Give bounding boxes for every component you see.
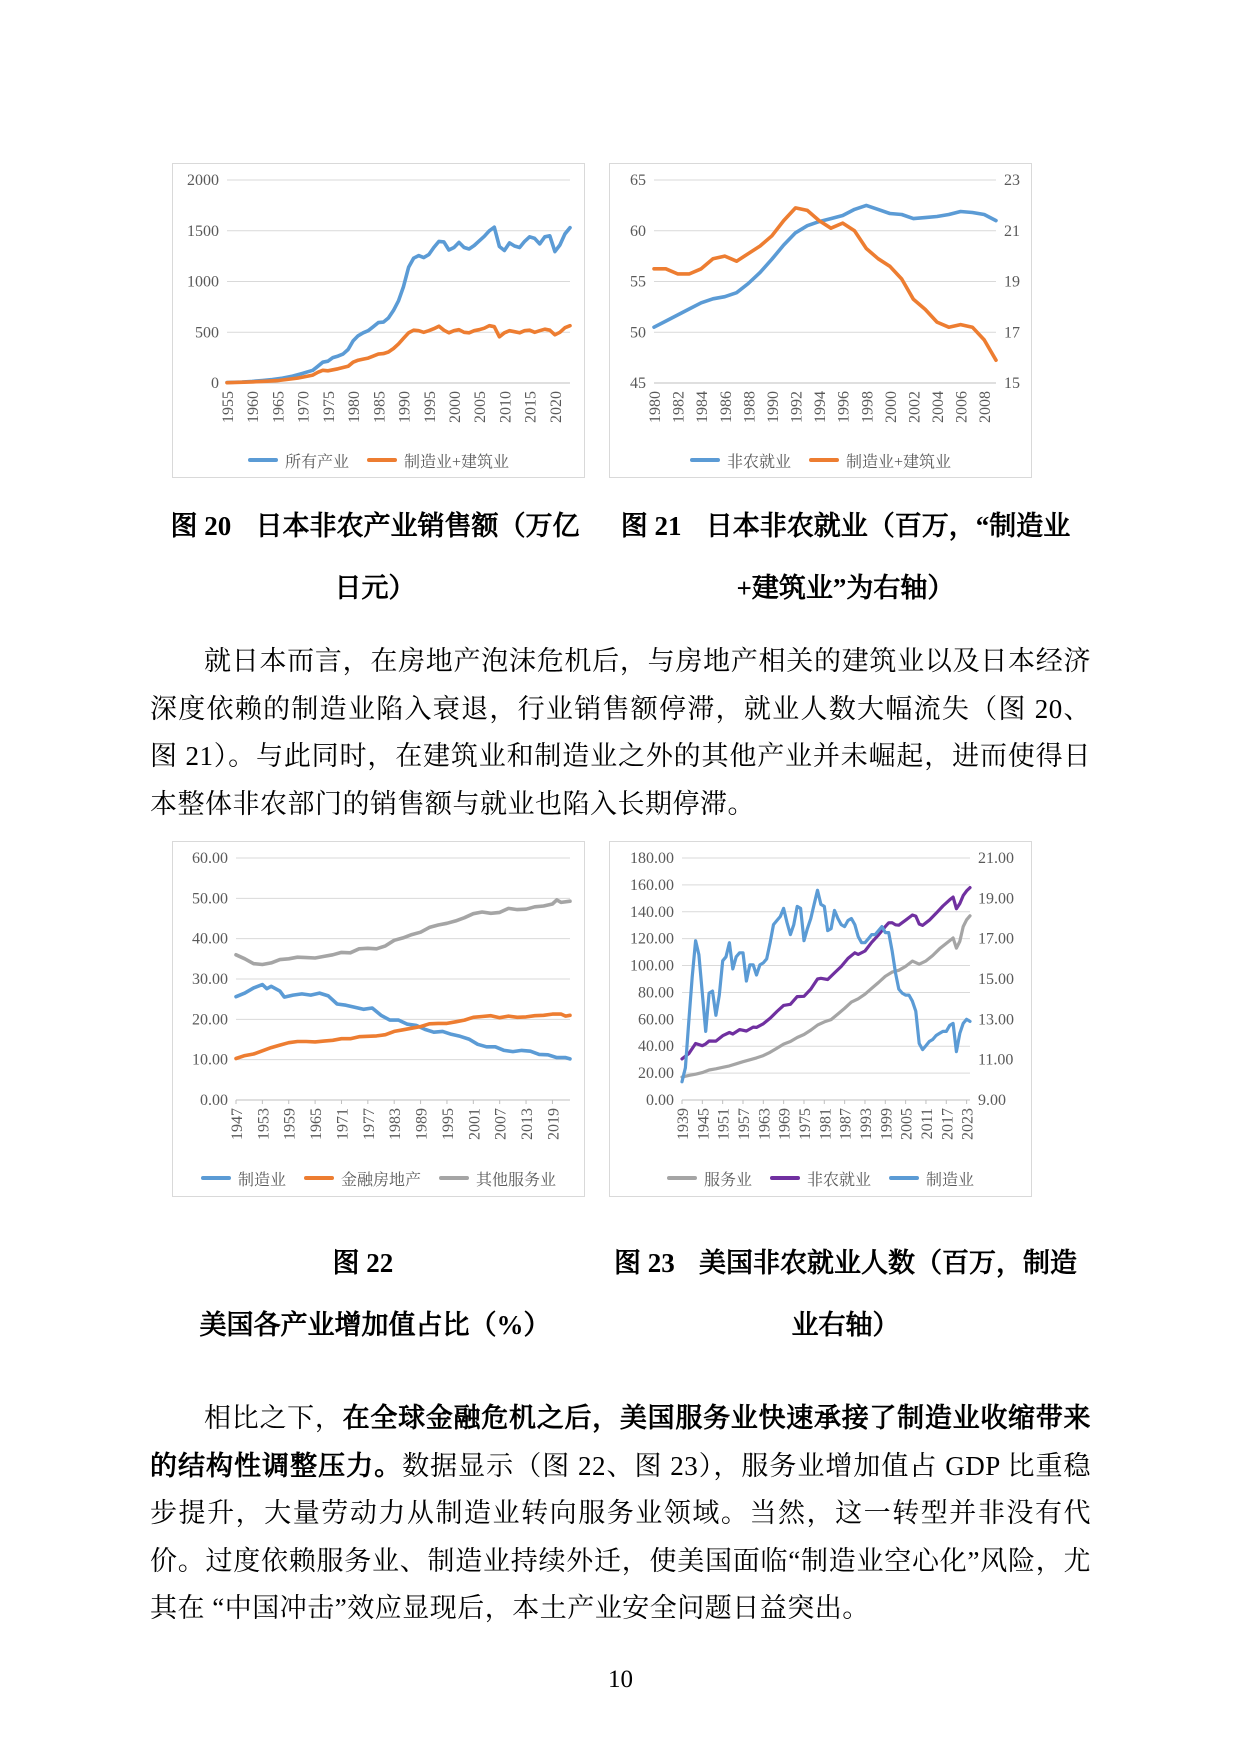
legend-label: 服务业 (703, 1171, 752, 1189)
fig21-caption-label: 图 21 (620, 511, 682, 541)
x-axis-tick-label: 1980 (346, 391, 364, 423)
series-line-blue (227, 227, 570, 382)
legend-label: 非农就业 (806, 1171, 871, 1189)
legend-item (367, 449, 509, 472)
y-axis-tick-label: 0.00 (646, 1092, 674, 1109)
y-axis-tick-label: 60 (630, 222, 646, 240)
y-axis-tick-label: 20.00 (192, 1011, 228, 1029)
fig20-japan-sales-svg (173, 164, 584, 443)
legend-label: 制造业+建筑业 (403, 453, 510, 471)
x-axis-tick-label: 2011 (918, 1108, 936, 1140)
y-axis-tick-label: 50.00 (192, 890, 228, 908)
x-axis-tick-label: 1957 (735, 1108, 753, 1140)
japan-employment-legend (610, 443, 1031, 477)
legend-line-swatch (304, 1176, 334, 1180)
x-axis-tick-label: 1971 (334, 1108, 352, 1140)
x-axis-tick-label: 1990 (396, 391, 414, 423)
x-axis-tick-label: 2006 (953, 391, 971, 423)
x-axis-tick-label: 1939 (675, 1108, 692, 1140)
x-axis-tick-label: 2000 (446, 391, 464, 423)
y-axis-tick-label: 60.00 (192, 850, 228, 867)
x-axis-tick-label: 1985 (371, 391, 389, 423)
y-axis-tick-label: 55 (630, 273, 646, 291)
y-axis-tick-label: 100.00 (630, 957, 674, 975)
paragraph-us (150, 1395, 1091, 1633)
caption-row-bottom (150, 1232, 1091, 1356)
x-axis-tick-label: 1992 (788, 391, 806, 423)
series-line-blue (682, 890, 970, 1082)
x-axis-tick-label: 1953 (255, 1108, 273, 1140)
chart-us-employment (609, 841, 1032, 1197)
right-y-axis-tick-label: 21.00 (978, 850, 1014, 867)
japan-sales-plot (173, 164, 584, 443)
y-axis-tick-label: 0.00 (200, 1092, 228, 1109)
x-axis-tick-label: 1982 (670, 391, 688, 423)
y-axis-tick-label: 30.00 (192, 971, 228, 988)
legend-label: 所有产业 (284, 453, 349, 471)
right-y-axis-tick-label: 13.00 (978, 1011, 1014, 1029)
fig23-us-nonfarm-employment-svg (610, 842, 1031, 1160)
right-y-axis-tick-label: 19 (1004, 273, 1020, 291)
right-y-axis-tick-label: 9.00 (978, 1092, 1006, 1109)
x-axis-tick-label: 2020 (547, 391, 565, 423)
x-axis-tick-label: 2004 (930, 391, 948, 423)
y-axis-tick-label: 20.00 (638, 1065, 674, 1083)
fig21-caption (600, 495, 1091, 619)
legend-item (248, 449, 349, 472)
x-axis-tick-label: 1975 (796, 1108, 814, 1140)
x-axis-tick-label: 2010 (497, 391, 515, 423)
y-axis-tick-label: 50 (630, 324, 646, 342)
caption-row-top (150, 495, 1091, 619)
x-axis-tick-label: 1987 (837, 1108, 855, 1140)
legend-item (304, 1167, 421, 1190)
right-y-axis-tick-label: 11.00 (978, 1051, 1014, 1069)
x-axis-tick-label: 1995 (439, 1108, 457, 1140)
us-employment-plot (610, 842, 1031, 1160)
y-axis-tick-label: 40.00 (192, 930, 228, 948)
y-axis-tick-label: 2000 (187, 172, 219, 189)
chart-us-share (172, 841, 585, 1197)
x-axis-tick-label: 1955 (220, 391, 237, 423)
x-axis-tick-label: 1994 (812, 391, 830, 423)
x-axis-tick-label: 1960 (245, 391, 263, 423)
legend-line-swatch (690, 458, 720, 462)
right-y-axis-tick-label: 17.00 (978, 930, 1014, 948)
legend-label: 制造业 (237, 1171, 286, 1189)
y-axis-tick-label: 10.00 (192, 1051, 228, 1069)
x-axis-tick-label: 2005 (898, 1108, 916, 1140)
right-y-axis-tick-label: 17 (1004, 324, 1020, 342)
series-line-blue (236, 985, 570, 1059)
chart-japan-employment (609, 163, 1032, 478)
x-axis-tick-label: 1984 (694, 391, 712, 423)
x-axis-tick-label: 2019 (545, 1108, 563, 1140)
x-axis-tick-label: 2015 (522, 391, 540, 423)
x-axis-tick-label: 1970 (295, 391, 313, 423)
y-axis-tick-label: 1000 (187, 273, 219, 291)
x-axis-tick-label: 1986 (717, 391, 735, 423)
y-axis-tick-label: 60.00 (638, 1011, 674, 1029)
x-axis-tick-label: 1965 (308, 1108, 326, 1140)
legend-line-swatch (248, 458, 278, 462)
legend-line-swatch (439, 1176, 469, 1180)
y-axis-tick-label: 120.00 (630, 930, 674, 948)
x-axis-tick-label: 2000 (882, 391, 900, 423)
japan-sales-legend (173, 443, 584, 477)
x-axis-tick-label: 2017 (939, 1108, 957, 1140)
legend-line-swatch (667, 1176, 697, 1180)
y-axis-tick-label: 80.00 (638, 984, 674, 1002)
legend-item (889, 1167, 974, 1190)
legend-item (667, 1167, 752, 1190)
fig20-caption-title: 日本非农产业销售额（万亿日元） (255, 511, 580, 603)
x-axis-tick-label: 1951 (715, 1108, 733, 1140)
y-axis-tick-label: 180.00 (630, 850, 674, 867)
right-y-axis-tick-label: 19.00 (978, 890, 1014, 908)
x-axis-tick-label: 1975 (320, 391, 338, 423)
x-axis-tick-label: 1998 (859, 391, 877, 423)
legend-item (770, 1167, 871, 1190)
series-line-gray (236, 900, 570, 965)
x-axis-tick-label: 1995 (421, 391, 439, 423)
right-y-axis-tick-label: 15 (1004, 375, 1020, 392)
x-axis-tick-label: 1996 (835, 391, 853, 423)
x-axis-tick-label: 2002 (906, 391, 924, 423)
x-axis-tick-label: 1969 (776, 1108, 794, 1140)
x-axis-tick-label: 2023 (959, 1108, 977, 1140)
legend-line-swatch (367, 458, 397, 462)
x-axis-tick-label: 2005 (472, 391, 490, 423)
x-axis-tick-label: 1993 (857, 1108, 875, 1140)
fig22-caption-title: 美国各产业增加值占比（%） (199, 1310, 551, 1340)
x-axis-tick-label: 1977 (360, 1108, 378, 1140)
fig22-caption-label: 图 22 (332, 1248, 394, 1278)
legend-item (690, 449, 791, 472)
legend-line-swatch (201, 1176, 231, 1180)
right-y-axis-tick-label: 21 (1004, 222, 1020, 240)
us-share-plot (173, 842, 584, 1160)
legend-item (809, 449, 951, 472)
y-axis-tick-label: 140.00 (630, 903, 674, 921)
y-axis-tick-label: 500 (195, 324, 219, 342)
y-axis-tick-label: 1500 (187, 222, 219, 240)
x-axis-tick-label: 1981 (817, 1108, 835, 1140)
us-employment-legend (610, 1160, 1031, 1196)
fig23-caption-label: 图 23 (613, 1248, 675, 1278)
paragraph-japan: 就日本而言，在房地产泡沫危机后，与房地产相关的建筑业以及日本经济深度依赖的制造业陷入衰退，行业销售额停滞，就业人数大幅流失（图 20、图 21）。与此同时，在建筑业和制造业之外的其他产业并未崛起，进而使得日本整体非农部门的销售额与就业也陷入长期停滞。 (150, 646, 1091, 819)
legend-label: 制造业 (926, 1171, 975, 1189)
x-axis-tick-label: 2001 (466, 1108, 484, 1140)
figure-row-top (172, 163, 1032, 478)
x-axis-tick-label: 1945 (695, 1108, 713, 1140)
y-axis-tick-label: 0 (211, 375, 219, 392)
y-axis-tick-label: 160.00 (630, 876, 674, 894)
x-axis-tick-label: 1990 (764, 391, 782, 423)
legend-label: 其他服务业 (476, 1171, 557, 1189)
x-axis-tick-label: 2008 (977, 391, 995, 423)
right-y-axis-tick-label: 15.00 (978, 971, 1014, 988)
fig23-caption-title: 美国非农就业人数（百万，制造业右轴） (699, 1248, 1078, 1340)
x-axis-tick-label: 1959 (281, 1108, 299, 1140)
fig20-caption (150, 495, 600, 619)
page-number: 10 (608, 1666, 633, 1693)
paragraph-us-bold: 在全球金融危机之后，美国服务业快速承接了制造业收缩带来的结构性调整压力。 (150, 1403, 1092, 1481)
fig20-caption-label: 图 20 (170, 511, 232, 541)
chart-japan-sales (172, 163, 585, 478)
x-axis-tick-label: 1965 (270, 391, 288, 423)
x-axis-tick-label: 2007 (492, 1108, 510, 1140)
x-axis-tick-label: 2013 (519, 1108, 537, 1140)
x-axis-tick-label: 1988 (741, 391, 759, 423)
legend-line-swatch (770, 1176, 800, 1180)
y-axis-tick-label: 40.00 (638, 1038, 674, 1056)
legend-item (201, 1167, 286, 1190)
right-y-axis-tick-label: 23 (1004, 172, 1020, 189)
us-share-legend (173, 1160, 584, 1196)
legend-item (439, 1167, 556, 1190)
fig21-japan-employment-svg (610, 164, 1031, 443)
paragraph-us-lead: 相比之下， (204, 1403, 343, 1433)
fig23-caption (600, 1232, 1091, 1356)
series-line-orange (227, 326, 570, 383)
x-axis-tick-label: 1999 (878, 1108, 896, 1140)
fig22-caption (150, 1232, 600, 1356)
x-axis-tick-label: 1947 (229, 1108, 246, 1140)
legend-line-swatch (889, 1176, 919, 1180)
paragraph-us-rest: 数据显示（图 22、图 23），服务业增加值占 GDP 比重稳步提升，大量劳动力从制造业转向服务业领域。当然，这一转型并非没有代价。过度依赖服务业、制造业持续外迁，使美国面临“制造业空心化”风险，尤其在 “中国冲击”效应显现后，本土产业安全问题日益突出。 (150, 1450, 1092, 1623)
legend-label: 制造业+建筑业 (845, 453, 952, 471)
x-axis-tick-label: 1989 (413, 1108, 431, 1140)
x-axis-tick-label: 1980 (647, 391, 664, 423)
legend-label: 非农就业 (726, 453, 791, 471)
legend-line-swatch (809, 458, 839, 462)
figure-row-bottom (172, 841, 1032, 1197)
x-axis-tick-label: 1963 (756, 1108, 774, 1140)
japan-employment-plot (610, 164, 1031, 443)
x-axis-tick-label: 1983 (387, 1108, 405, 1140)
fig22-us-value-added-share-svg (173, 842, 584, 1160)
fig21-caption-title: 日本非农就业（百万，“制造业+建筑业”为右轴） (705, 511, 1071, 603)
series-line-gray (682, 916, 970, 1077)
legend-label: 金融房地产 (340, 1171, 421, 1189)
y-axis-tick-label: 45 (630, 375, 646, 392)
y-axis-tick-label: 65 (630, 172, 646, 189)
